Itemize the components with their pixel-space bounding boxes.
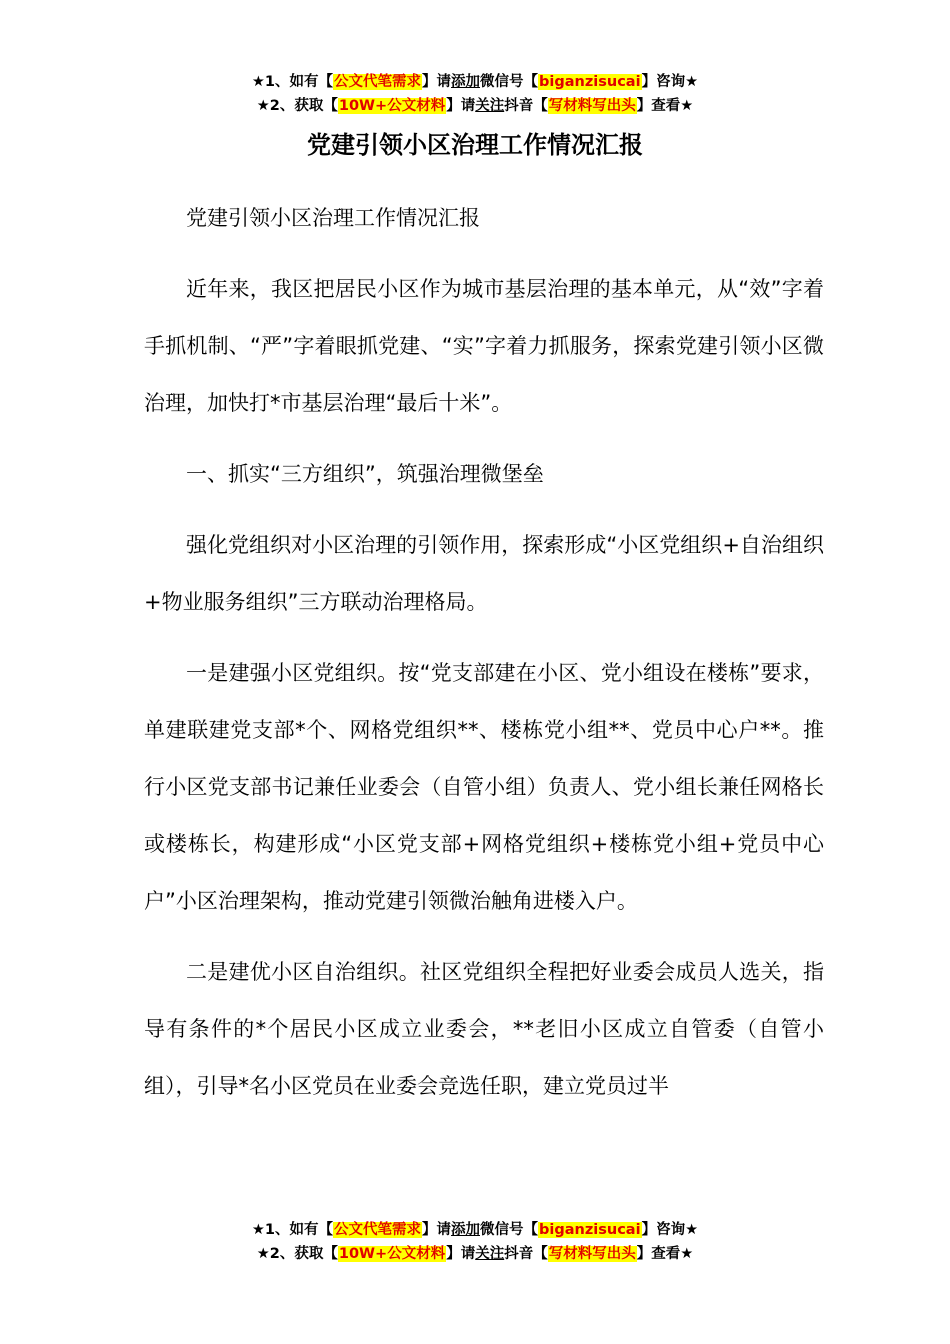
highlight-service: 公文代笔需求: [334, 1222, 422, 1238]
paragraph: 强化党组织对小区治理的引领作用，探索形成“小区党组织+自治组织+物业服务组织”三方联动治理格局。: [144, 533, 824, 614]
paragraph: 二是建优小区自治组织。社区党组织全程把好业委会成员人选关，指导有条件的*个居民小区成立业委会，**老旧小区成立自管委（自管小组），引导*名小区党员在业委会竞选任职，建立党员过半: [144, 960, 824, 1098]
highlight-materials: 10W+公文材料: [338, 1246, 446, 1262]
highlight-wechat-id: biganzisucai: [539, 74, 641, 90]
paragraph: 党建引领小区治理工作情况汇报: [186, 206, 480, 230]
highlight-wechat-id: biganzisucai: [539, 1222, 641, 1238]
paragraph: 一是建强小区党组织。按“党支部建在小区、党小组设在楼栋”要求，单建联建党支部*个、网格党组织**、楼栋党小组**、党员中心户**。推行小区党支部书记兼任业委会（自管小组）负责人、党小组长兼任网格长或楼栋长，构建形成“小区党支部+网格党组织+楼栋党小组+党员中心户”小区治理架构，推动党建引领微治触角进楼入户。: [144, 661, 824, 913]
highlight-service: 公文代笔需求: [334, 74, 422, 90]
highlight-materials: 10W+公文材料: [338, 98, 446, 114]
header-banner: [0, 70, 950, 118]
document-body: [144, 190, 824, 1129]
banner-line-1: ★1、如有【公文代笔需求】请添加微信号【biganzisucai】咨询★: [251, 1222, 699, 1238]
banner-line-2: ★2、获取【10W+公文材料】请关注抖音【写材料写出头】查看★: [256, 98, 694, 114]
footer-banner: [0, 1218, 950, 1266]
highlight-douyin-account: 写材料写出头: [548, 1246, 636, 1262]
paragraph: 近年来，我区把居民小区作为城市基层治理的基本单元，从“效”字着手抓机制、“严”字着眼抓党建、“实”字着力抓服务，探索党建引领小区微治理，加快打*市基层治理“最后十米”。: [144, 277, 824, 415]
section-heading: 一、抓实“三方组织”，筑强治理微堡垒: [186, 462, 544, 486]
banner-line-2: ★2、获取【10W+公文材料】请关注抖音【写材料写出头】查看★: [256, 1246, 694, 1262]
document-title: 党建引领小区治理工作情况汇报: [307, 131, 643, 159]
highlight-douyin-account: 写材料写出头: [548, 98, 636, 114]
banner-line-1: ★1、如有【公文代笔需求】请添加微信号【biganzisucai】咨询★: [251, 74, 699, 90]
